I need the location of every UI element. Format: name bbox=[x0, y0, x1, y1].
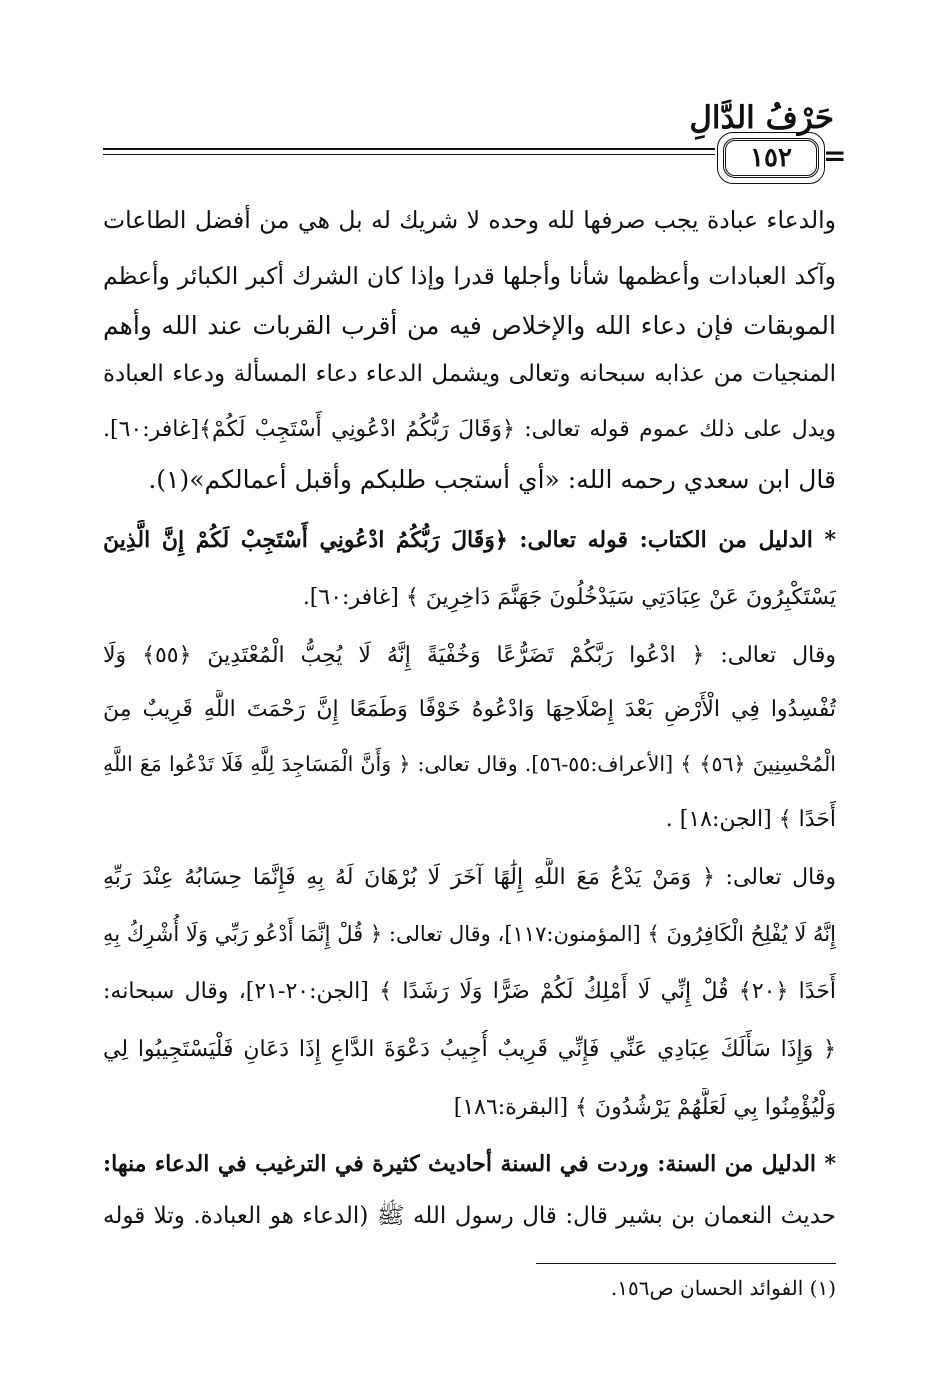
header-equals-mark: = bbox=[823, 139, 847, 172]
evidence-quran-heading: * الدليل من الكتاب: قوله تعالى: ﴿وَقَالَ رَبُّكُمُ ادْعُونِي أَسْتَجِبْ لَكُمْ إِنَّ الَّذِينَ bbox=[103, 527, 836, 553]
body-line: حديث النعمان بن بشير قال: قال رسول الله ﷺ (الدعاء هو العبادة. وتلا قوله bbox=[103, 1203, 836, 1229]
body-line: ويدل على ذلك عموم قوله تعالى: ﴿وَقَالَ رَبُّكُمُ ادْعُونِي أَسْتَجِبْ لَكُمْ﴾[غافر:٦٠]. bbox=[103, 417, 836, 442]
evidence-sunnah-heading: * الدليل من السنة: وردت في السنة أحاديث كثيرة في الترغيب في الدعاء منها: bbox=[103, 1151, 836, 1177]
body-line: المنجيات من عذابه سبحانه وتعالى ويشمل الدعاء دعاء المسألة ودعاء العبادة bbox=[103, 361, 836, 387]
body-line: الْمُحْسِنِينَ ﴿٥٦﴾ ﴾ [الأعراف:٥٥-٥٦]. وقال تعالى: ﴿ وَأَنَّ الْمَسَاجِدَ لِلَّهِ فَلَا تَدْعُوا مَعَ اللَّهِ bbox=[103, 752, 836, 776]
header-rule-top bbox=[103, 148, 715, 150]
page-number: ١٥٢ bbox=[723, 138, 819, 178]
body-line: الموبقات فإن دعاء الله والإخلاص فيه من أقرب القربات عند الله وأهم bbox=[103, 311, 836, 340]
header-rule-bottom bbox=[103, 154, 715, 155]
body-line: يَسْتَكْبِرُونَ عَنْ عِبَادَتِي سَيَدْخُلُونَ جَهَنَّمَ دَاخِرِينَ ﴾ [غافر:٦٠]. bbox=[302, 585, 836, 610]
body-line: وآكد العبادات وأعظمها شأنا وأجلها قدرا وإذا كان الشرك أكبر الكبائر وأعظم bbox=[103, 262, 836, 290]
body-line: وقال تعالى: ﴿ وَمَنْ يَدْعُ مَعَ اللَّهِ إِلَٰهًا آخَرَ لَا بُرْهَانَ لَهُ بِهِ فَإِنَّمَا حِسَابُهُ عِنْدَ رَبِّهِ bbox=[103, 865, 836, 890]
body-line: والدعاء عبادة يجب صرفها لله وحده لا شريك له بل هي من أفضل الطاعات bbox=[103, 206, 836, 234]
body-line: وَلْيُؤْمِنُوا بِي لَعَلَّهُمْ يَرْشُدُونَ ﴾ [البقرة:١٨٦] bbox=[453, 1095, 836, 1120]
footnote-separator bbox=[536, 1263, 836, 1264]
body-line: قال ابن سعدي رحمه الله: «أي أستجب طلبكم وأقبل أعمالكم»(١). bbox=[148, 465, 836, 494]
chapter-title: حَرْفُ الدَّالِ bbox=[689, 100, 834, 136]
body-line: أَحَدًا ﴿٢٠﴾ قُلْ إِنِّي لَا أَمْلِكُ لَكُمْ ضَرًّا وَلَا رَشَدًا ﴾ [الجن:٢٠-٢١]، وقال سبحانه: bbox=[103, 979, 836, 1004]
body-line: تُفْسِدُوا فِي الْأَرْضِ بَعْدَ إِصْلَاحِهَا وَادْعُوهُ خَوْفًا وَطَمَعًا إِنَّ رَحْمَتَ اللَّهِ قَرِيبٌ مِنَ bbox=[103, 697, 836, 722]
body-line: وقال تعالى: ﴿ ادْعُوا رَبَّكُمْ تَضَرُّعًا وَخُفْيَةً إِنَّهُ لَا يُحِبُّ الْمُعْتَدِينَ ﴿٥٥﴾ وَلَا bbox=[103, 643, 836, 668]
body-line: أَحَدًا ﴾ [الجن:١٨] . bbox=[665, 807, 836, 832]
body-line: إِنَّهُ لَا يُفْلِحُ الْكَافِرُونَ ﴾ [المؤمنون:١١٧]، وقال تعالى: ﴿ قُلْ إِنَّمَا أَدْعُو رَبِّي وَلَا أُشْرِكُ بِهِ bbox=[103, 922, 836, 946]
body-line: ﴿ وَإِذَا سَأَلَكَ عِبَادِي عَنِّي فَإِنِّي قَرِيبٌ أُجِيبُ دَعْوَةَ الدَّاعِ إِذَا دَعَانِ فَلْيَسْتَجِيبُوا لِي bbox=[103, 1037, 836, 1062]
footnote: (١) الفوائد الحسان ص١٥٦. bbox=[610, 1276, 836, 1300]
